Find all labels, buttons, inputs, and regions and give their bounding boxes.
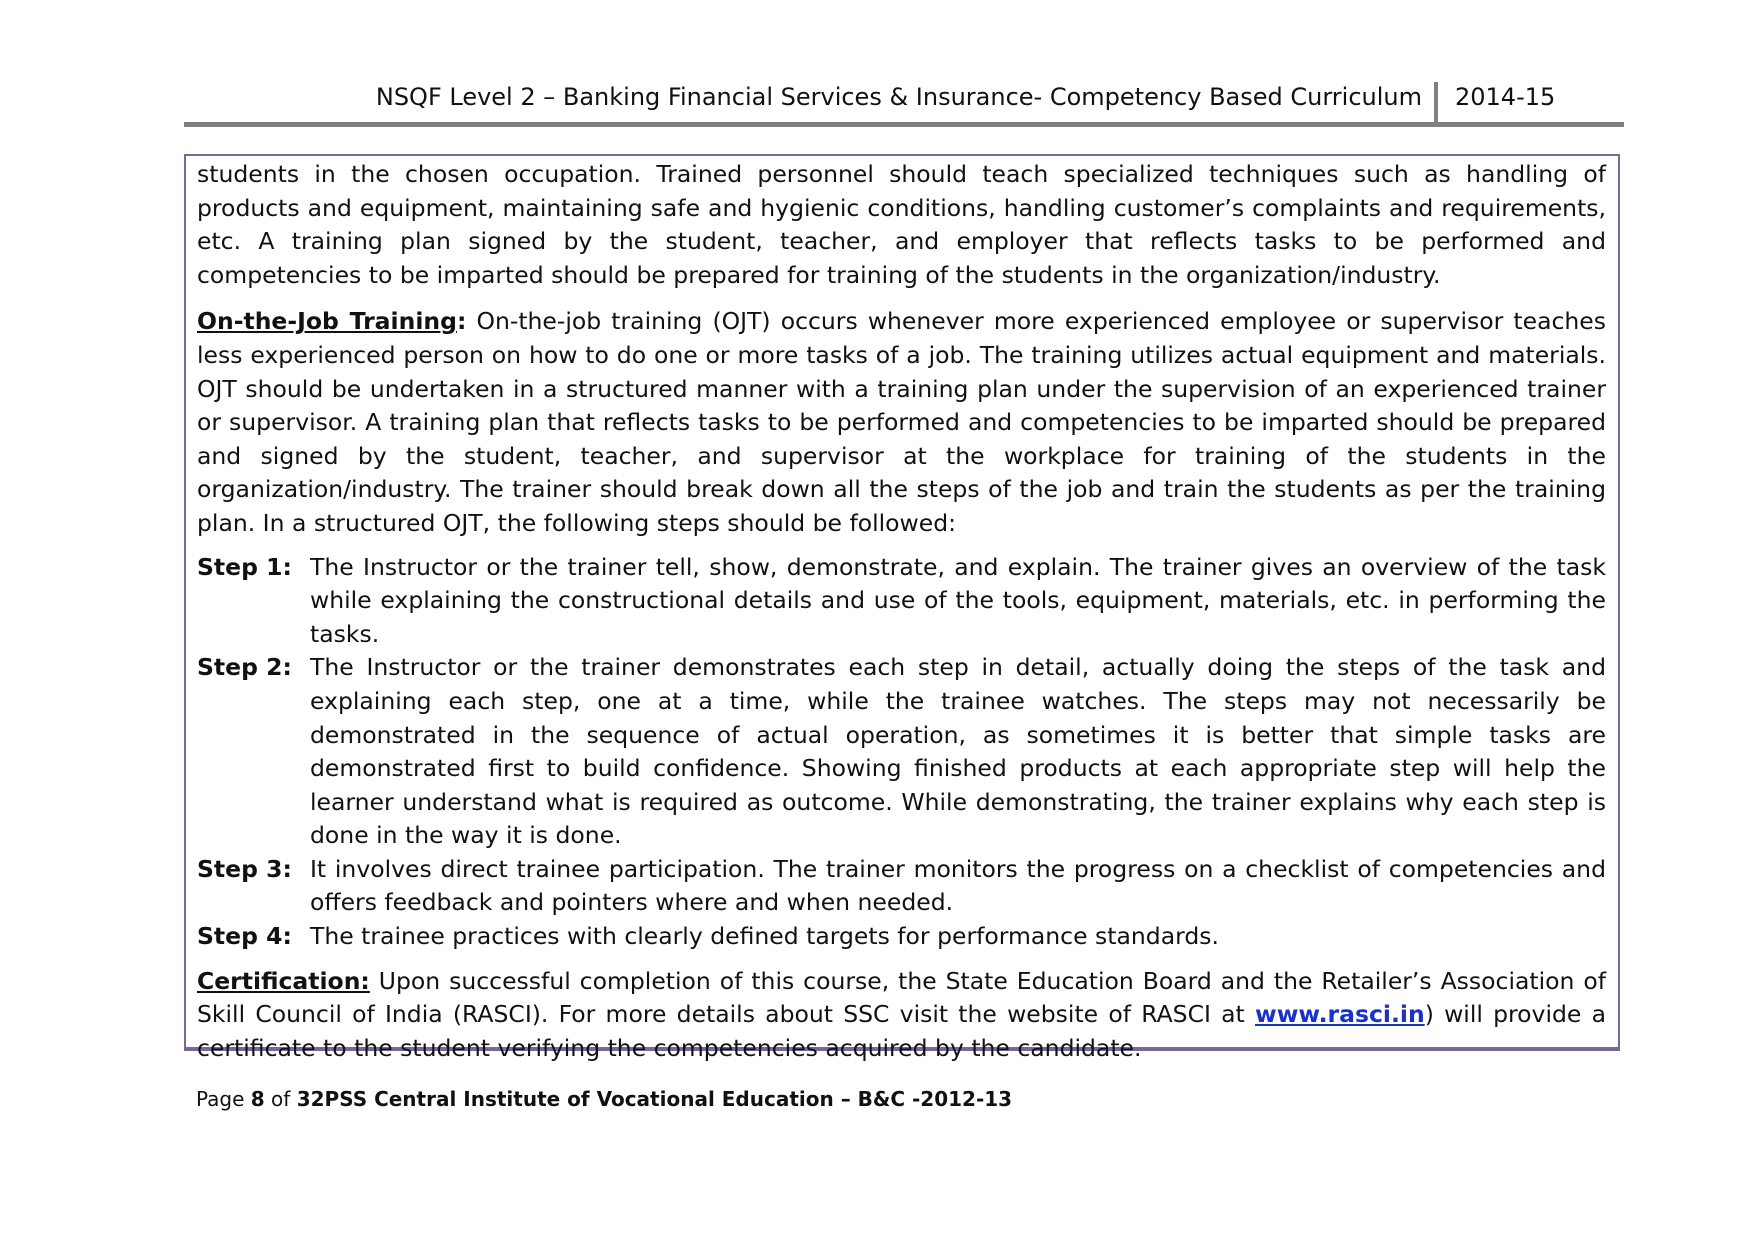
certification-paragraph (197, 965, 1606, 1066)
footer-page-word: Page (196, 1087, 251, 1111)
steps-list (197, 551, 1606, 954)
certification-text-end: ) will provide a certificate to the student verifying the competencies acquired by the candidate. (197, 1000, 1606, 1062)
step-item (197, 551, 1606, 652)
header-title: NSQF Level 2 – Banking Financial Services & Insurance- Competency Based Curriculum (376, 82, 1438, 122)
ojt-colon: : (456, 307, 467, 336)
step-item (197, 651, 1606, 853)
step-label: Step 1: (197, 552, 292, 581)
step-label: Step 4: (197, 922, 292, 951)
step-text: It involves direct trainee participation. The trainer monitors the progress on a checklist of competencies and offers feedback and pointers where and when needed. (310, 854, 1606, 917)
footer-institute: 32PSS Central Institute of Vocational Education – B&C -2012-13 (296, 1087, 1013, 1111)
ojt-paragraph (197, 305, 1606, 540)
header-year: 2014-15 (1455, 83, 1556, 111)
step-label: Step 2: (197, 653, 292, 682)
ojt-text: On-the-job training (OJT) occurs whenever more experienced employee or supervisor teaches less experienced person on how to do one or more tasks of a job. The training utilizes actual equipment and materials. OJT should be undertaken in a structured manner with a training plan under the supervision of an experienced trainer or supervisor. A training plan that reflects tasks to be performed and competencies to be imparted should be prepared and signed by the student, teacher, and supervisor at the workplace for training of the students in the organization/industry. The trainer should break down all the steps of the job and train the students as per the training plan. In a structured OJT, the following steps should be followed: (197, 307, 1606, 537)
ojt-heading: On-the-Job Training (197, 307, 457, 336)
footer-page-number: 8 (250, 1087, 265, 1111)
step-text: The Instructor or the trainer demonstrates each step in detail, actually doing the steps of the task and explaining each step, one at a time, while the trainee watches. The steps may not necessarily be demonstrated in the sequence of actual operation, as sometimes it is better that simple tasks are demonstrated first to build confidence. Showing finished products at each appropriate step will help the learner understand what is required as outcome. While demonstrating, the trainer explains why each step is done in the way it is done. (310, 653, 1606, 850)
step-label: Step 3: (197, 854, 292, 883)
content-box (184, 154, 1620, 1062)
step-text: The Instructor or the trainer tell, show, demonstrate, and explain. The trainer gives an overview of the task while explaining the constructional details and use of the tools, equipment, materials, etc. in performing the tasks. (310, 552, 1606, 648)
step-item (197, 853, 1606, 920)
step-text: The trainee practices with clearly defined targets for performance standards. (310, 922, 1219, 951)
certification-heading: Certification: (197, 966, 370, 995)
footer-of-word: of (264, 1087, 297, 1111)
certification-text: Upon successful completion of this course, the State Education Board and the Retailer’s Association of Skill Council of India (RASCI). For more details about SSC visit the website of RASCI at (197, 966, 1606, 1029)
page-footer (196, 1086, 1012, 1112)
page-header (184, 72, 1624, 127)
step-item (197, 920, 1606, 954)
rasci-link[interactable]: www.rasci.in (1255, 1000, 1425, 1029)
intro-paragraph: students in the chosen occupation. Trained personnel should teach specialized techniques such as handling of products and equipment, maintaining safe and hygienic conditions, handling customer’s complaints and requirements, etc. A training plan signed by the student, teacher, and employer that reflects tasks to be performed and competencies to be imparted should be prepared for training of the students in the organization/industry. (197, 160, 1606, 289)
